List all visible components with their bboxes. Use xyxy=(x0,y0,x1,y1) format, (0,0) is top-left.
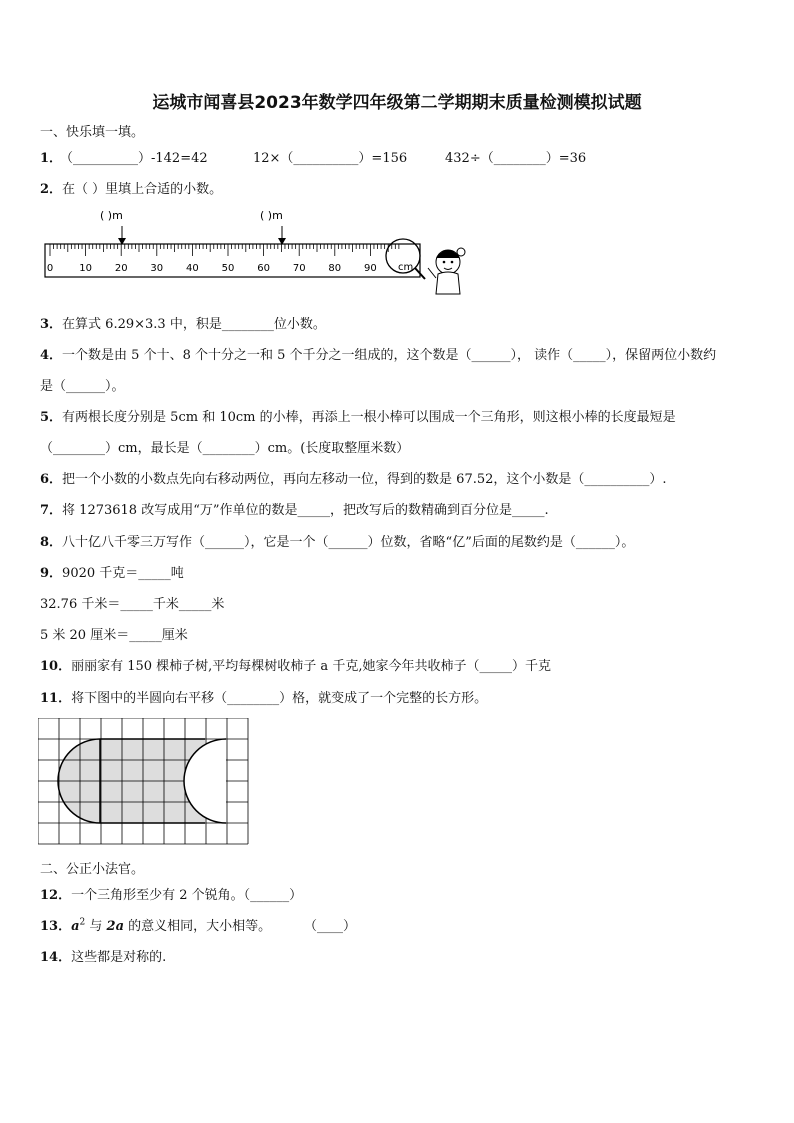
question-number: 5． xyxy=(40,410,63,425)
ruler-label-left: ( )m xyxy=(100,209,123,222)
question-text: 一个三角形至少有 2 个锐角。（______） xyxy=(71,888,303,903)
question-number: 10． xyxy=(40,659,72,674)
ruler-unit: cm xyxy=(398,262,414,273)
question-4 xyxy=(40,344,716,363)
ruler-tick-label: 50 xyxy=(221,263,235,274)
question-14 xyxy=(40,946,166,965)
question-12 xyxy=(40,884,302,903)
question-number: 9． xyxy=(40,566,63,581)
question-text: 在（ ）里填上合适的小数。 xyxy=(62,182,223,197)
section-2-heading: 二、公正小法官。 xyxy=(40,862,145,877)
question-text-line1: 9020 千克＝_____吨 xyxy=(62,566,184,581)
question-number: 6． xyxy=(40,472,63,487)
variable-2a: 2a xyxy=(106,919,124,934)
question-number: 1． xyxy=(40,151,63,166)
question-text: 的意义相同，大小相等。 xyxy=(124,919,272,934)
question-9-line3: 5 米 20 厘米＝_____厘米 xyxy=(40,628,188,643)
exponent: 2 xyxy=(79,917,86,928)
question-text-mid: 与 xyxy=(85,919,107,934)
question-8 xyxy=(40,531,634,550)
question-number: 7． xyxy=(40,503,63,518)
ruler-tick-label: 20 xyxy=(114,263,128,274)
question-13 xyxy=(40,915,271,934)
question-13-blank: （____） xyxy=(304,919,357,934)
ruler-tick-label: 10 xyxy=(79,263,92,274)
question-number: 14． xyxy=(40,950,72,965)
question-number: 12． xyxy=(40,888,72,903)
question-text-line1: 有两根长度分别是 5cm 和 10cm 的小棒，再添上一根小棒可以围成一个三角形，则这根小棒的长度最短是 xyxy=(62,410,676,425)
q1-part-a: （__________）-142=42 xyxy=(60,151,208,166)
ruler-tick-label: 60 xyxy=(257,263,270,274)
question-number: 3． xyxy=(40,317,63,332)
question-number: 8． xyxy=(40,535,63,550)
question-number: 2． xyxy=(40,182,63,197)
page-title: 运城市闻喜县2023年数学四年级第二学期期末质量检测模拟试题 xyxy=(152,93,642,113)
ruler-tick-label: 30 xyxy=(150,263,164,274)
question-2 xyxy=(40,178,222,197)
ruler-tick-label: 80 xyxy=(328,263,342,274)
ruler-label-right: ( )m xyxy=(260,209,283,222)
question-number: 4． xyxy=(40,348,63,363)
q1-part-b: 12×（__________）=156 xyxy=(253,151,408,166)
question-1 xyxy=(40,147,62,166)
question-7 xyxy=(40,499,549,518)
section-1-heading: 一、快乐填一填。 xyxy=(40,125,145,140)
ruler-tick-label: 40 xyxy=(186,263,199,274)
question-text: 在算式 6.29×3.3 中，积是________位小数。 xyxy=(62,317,326,332)
q1-part-c: 432÷（________）=36 xyxy=(445,151,587,166)
question-11 xyxy=(40,687,487,706)
ruler-tick-label: 90 xyxy=(364,263,377,274)
question-3 xyxy=(40,313,326,332)
question-text: 丽丽家有 150 棵柿子树,平均每棵树收柿子 a 千克,她家今年共收柿子（_____）千克 xyxy=(71,659,551,674)
ruler-tick-label: 70 xyxy=(292,263,306,274)
question-4-line2: 是（______）。 xyxy=(40,379,125,394)
question-text-line1: 一个数是由 5 个十、8 个十分之一和 5 个千分之一组成的，这个数是（______）， 读作（_____），保留两位小数约 xyxy=(62,348,717,363)
question-9-line2: 32.76 千米＝_____千米_____米 xyxy=(40,597,225,612)
question-number: 13． xyxy=(40,919,72,934)
question-text: 八十亿八千零三万写作（______），它是一个（______）位数，省略“亿”后面的尾数约是（______）。 xyxy=(62,535,635,550)
grid-figure xyxy=(38,718,252,848)
ruler-figure xyxy=(40,204,480,304)
question-text: 把一个小数的小数点先向右移动两位，再向左移动一位，得到的数是 67.52，这个小数是（__________）. xyxy=(62,472,667,487)
question-5 xyxy=(40,406,676,425)
ruler-tick-label: 0 xyxy=(46,263,54,274)
question-number: 11． xyxy=(40,691,72,706)
question-text: 将 1273618 改写成用“万”作单位的数是_____，把改写后的数精确到百分位是_____. xyxy=(62,503,549,518)
question-text: 将下图中的半圆向右平移（________）格，就变成了一个完整的长方形。 xyxy=(71,691,488,706)
variable-a: a xyxy=(71,919,80,934)
question-text: 这些都是对称的. xyxy=(71,950,167,965)
girl-cartoon-icon xyxy=(428,248,465,294)
question-9 xyxy=(40,562,184,581)
question-10 xyxy=(40,655,551,674)
question-5-line2: （________）cm，最长是（________）cm。(长度取整厘米数） xyxy=(40,441,410,456)
question-6 xyxy=(40,468,667,487)
